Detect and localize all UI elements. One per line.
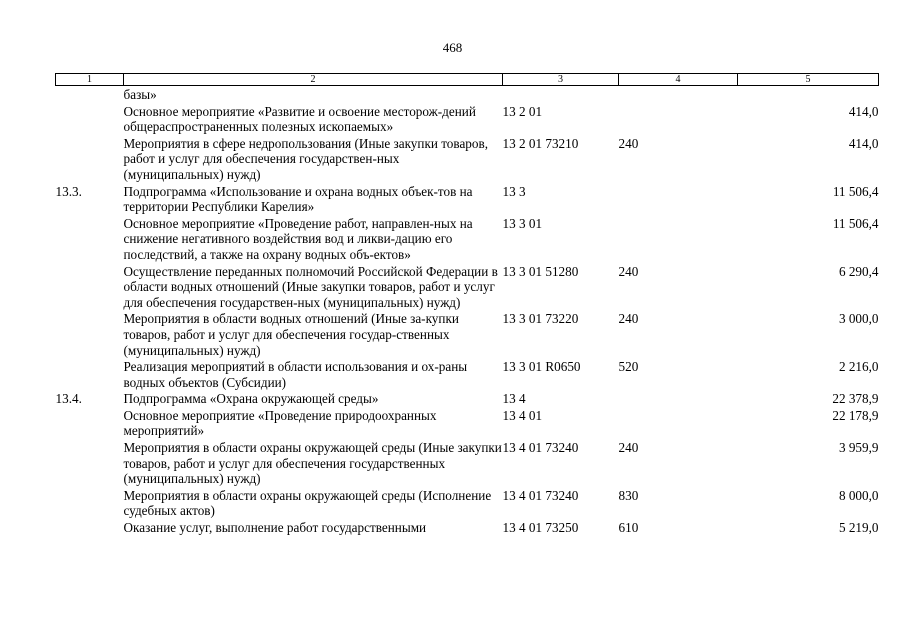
row-number [56,439,124,487]
row-code: 13 4 01 73240 [502,440,579,456]
row-number [56,310,124,358]
page-number: 468 [442,40,463,55]
table-row [56,390,879,407]
row-expense-type: 240 [618,263,639,279]
row-number [56,103,124,135]
row-code: 13 4 01 73240 [502,487,579,503]
budget-table [55,73,879,536]
column-number-header [56,74,879,86]
row-name: Основное мероприятие «Проведение природоохранных мероприятий» [123,407,437,439]
row-expense-type: 610 [618,520,639,536]
table-row [56,135,879,183]
row-amount: 22 178,9 [832,407,879,423]
row-amount [738,86,879,103]
row-number [56,358,124,390]
row-code: 13 2 01 73210 [502,135,579,151]
row-number: 13.4. [55,391,82,407]
row-expense-type [619,183,738,215]
row-expense-type: 240 [618,311,639,327]
row-name: Реализация мероприятий в области использования и ох-раны водных объектов (Субсидии) [123,359,468,390]
table-row [56,263,879,311]
header-col-3: 3 [503,74,619,86]
row-name: Мероприятия в области водных отношений (Иные за-купки товаров, работ и услуг для обеспечения государ-ственных (муниципальных) нужд) [123,311,459,358]
table-row [56,358,879,390]
row-number [56,519,124,536]
table-row [56,103,879,135]
row-code: 13 4 [502,391,526,407]
row-expense-type [619,215,738,263]
row-expense-type [619,407,738,439]
row-amount: 2 216,0 [838,359,879,375]
header-col-4: 4 [619,74,738,86]
row-amount: 11 506,4 [832,183,879,199]
row-code: 13 2 01 [502,103,543,119]
row-name: Основное мероприятие «Проведение работ, направлен-ных на снижение негативного воздействия вод и ликви-дацию его последствий, а также на охрану водных объ-ектов» [123,215,473,262]
row-expense-type [619,86,738,103]
table-row [56,310,879,358]
row-amount: 5 219,0 [838,520,879,536]
row-amount: 11 506,4 [832,215,879,231]
row-number [56,263,124,311]
row-number [56,215,124,263]
row-code: 13 3 01 R0650 [502,359,581,375]
header-col-2: 2 [124,74,503,86]
row-number [56,407,124,439]
table-row [56,86,879,103]
table-row [56,215,879,263]
row-name: Мероприятия в области охраны окружающей среды (Исполнение судебных актов) [123,487,492,519]
row-expense-type [619,103,738,135]
row-amount: 22 378,9 [832,391,879,407]
header-col-1: 1 [56,74,124,86]
row-code: 13 4 01 [502,407,543,423]
row-number [56,135,124,183]
row-amount: 3 959,9 [838,440,879,456]
row-amount: 8 000,0 [838,487,879,503]
row-name: Подпрограмма «Использование и охрана водных объек-тов на территории Республики Карелия» [123,183,473,215]
row-name: базы» [123,87,157,102]
row-code: 13 3 01 73220 [502,311,579,327]
row-expense-type: 240 [618,440,639,456]
row-code: 13 3 [502,183,526,199]
table-row [56,487,879,519]
row-expense-type: 240 [618,135,639,151]
header-col-5: 5 [738,74,879,86]
table-row [56,439,879,487]
row-amount: 6 290,4 [838,263,879,279]
row-number: 13.3. [55,183,82,199]
row-name: Подпрограмма «Охрана окружающей среды» [123,391,379,407]
row-name: Мероприятия в области охраны окружающей среды (Иные закупки товаров, работ и услуг для обеспечения государственных (муниципальных) нужд) [123,440,502,487]
row-name: Основное мероприятие «Развитие и освоение месторож-дений общераспространенных полезных ископаемых» [123,103,476,135]
table-row [56,183,879,215]
row-number [56,487,124,519]
row-expense-type: 520 [618,359,639,375]
row-code [503,86,619,103]
row-expense-type [619,390,738,407]
table-row [56,519,879,536]
row-name: Оказание услуг, выполнение работ государственными [123,520,427,536]
row-amount: 3 000,0 [838,311,879,327]
row-amount: 414,0 [848,103,879,119]
row-amount: 414,0 [848,135,879,151]
row-code: 13 3 01 51280 [502,263,579,279]
row-name: Мероприятия в сфере недропользования (Иные закупки товаров, работ и услуг для обеспечения государствен-ных (муниципальных) нужд) [123,135,489,182]
row-code: 13 3 01 [502,215,543,231]
row-code: 13 4 01 73250 [502,520,579,536]
row-expense-type: 830 [618,487,639,503]
table-row [56,407,879,439]
row-number [56,86,124,103]
row-name: Осуществление переданных полномочий Российской Федерации в области водных отношений (Иные закупки товаров, работ и услуг для обеспечения государствен-ных (муниципальных) нужд) [123,263,498,310]
